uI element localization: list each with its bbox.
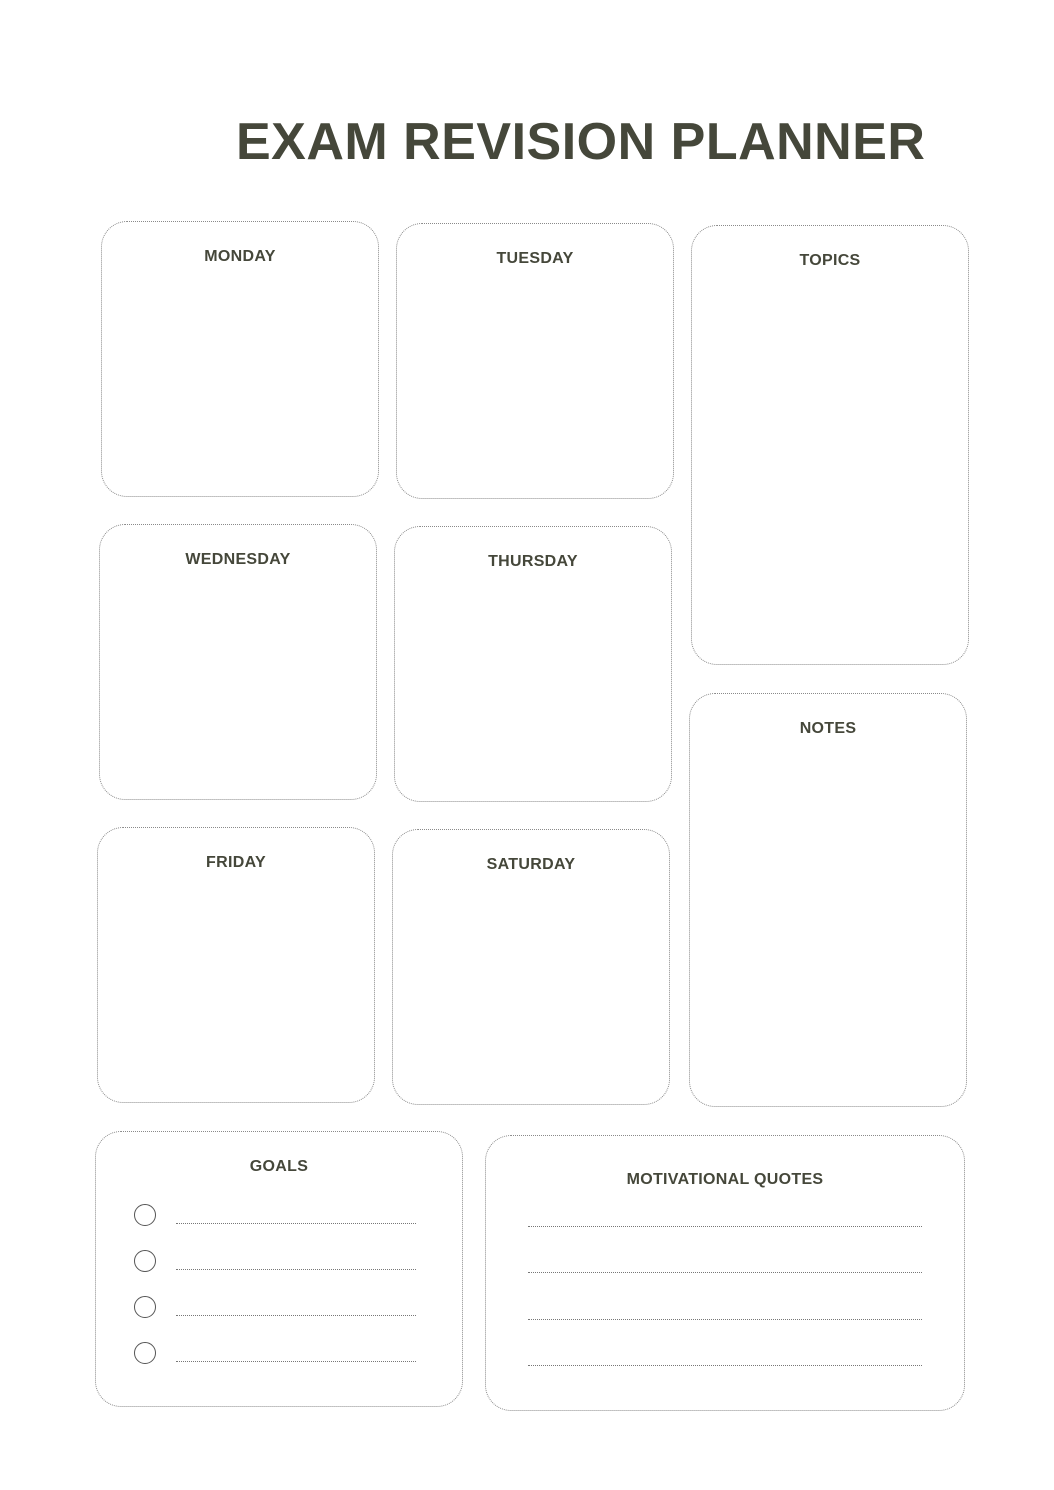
goal-checkbox[interactable] [134,1250,156,1272]
goals-box [95,1131,463,1407]
notes-box[interactable] [689,693,967,1107]
goal-item [134,1204,424,1230]
monday-label: MONDAY [204,248,276,265]
quote-line[interactable] [528,1272,922,1273]
goal-line[interactable] [176,1223,416,1224]
goal-item [134,1296,424,1322]
friday-box[interactable] [97,827,375,1103]
goal-item [134,1250,424,1276]
goals-label: GOALS [249,1158,309,1175]
goal-checkbox[interactable] [134,1296,156,1318]
saturday-box[interactable] [392,829,670,1105]
notes-label: NOTES [799,720,857,737]
goal-item [134,1342,424,1368]
goal-checkbox[interactable] [134,1204,156,1226]
goal-line[interactable] [176,1269,416,1270]
motivational-quotes-label: MOTIVATIONAL QUOTES [626,1171,824,1188]
quote-line[interactable] [528,1365,922,1366]
planner-title: EXAM REVISION PLANNER [236,113,926,171]
quote-line[interactable] [528,1319,922,1320]
goal-line[interactable] [176,1315,416,1316]
saturday-label: SATURDAY [486,856,576,873]
topics-label: TOPICS [799,252,861,269]
thursday-label: THURSDAY [488,553,578,570]
monday-box[interactable] [101,221,379,497]
thursday-box[interactable] [394,526,672,802]
friday-label: FRIDAY [206,854,266,871]
wednesday-label: WEDNESDAY [185,551,291,568]
wednesday-box[interactable] [99,524,377,800]
tuesday-box[interactable] [396,223,674,499]
goal-checkbox[interactable] [134,1342,156,1364]
motivational-quotes-box [485,1135,965,1411]
quote-line[interactable] [528,1226,922,1227]
goal-line[interactable] [176,1361,416,1362]
topics-box[interactable] [691,225,969,665]
tuesday-label: TUESDAY [496,250,574,267]
